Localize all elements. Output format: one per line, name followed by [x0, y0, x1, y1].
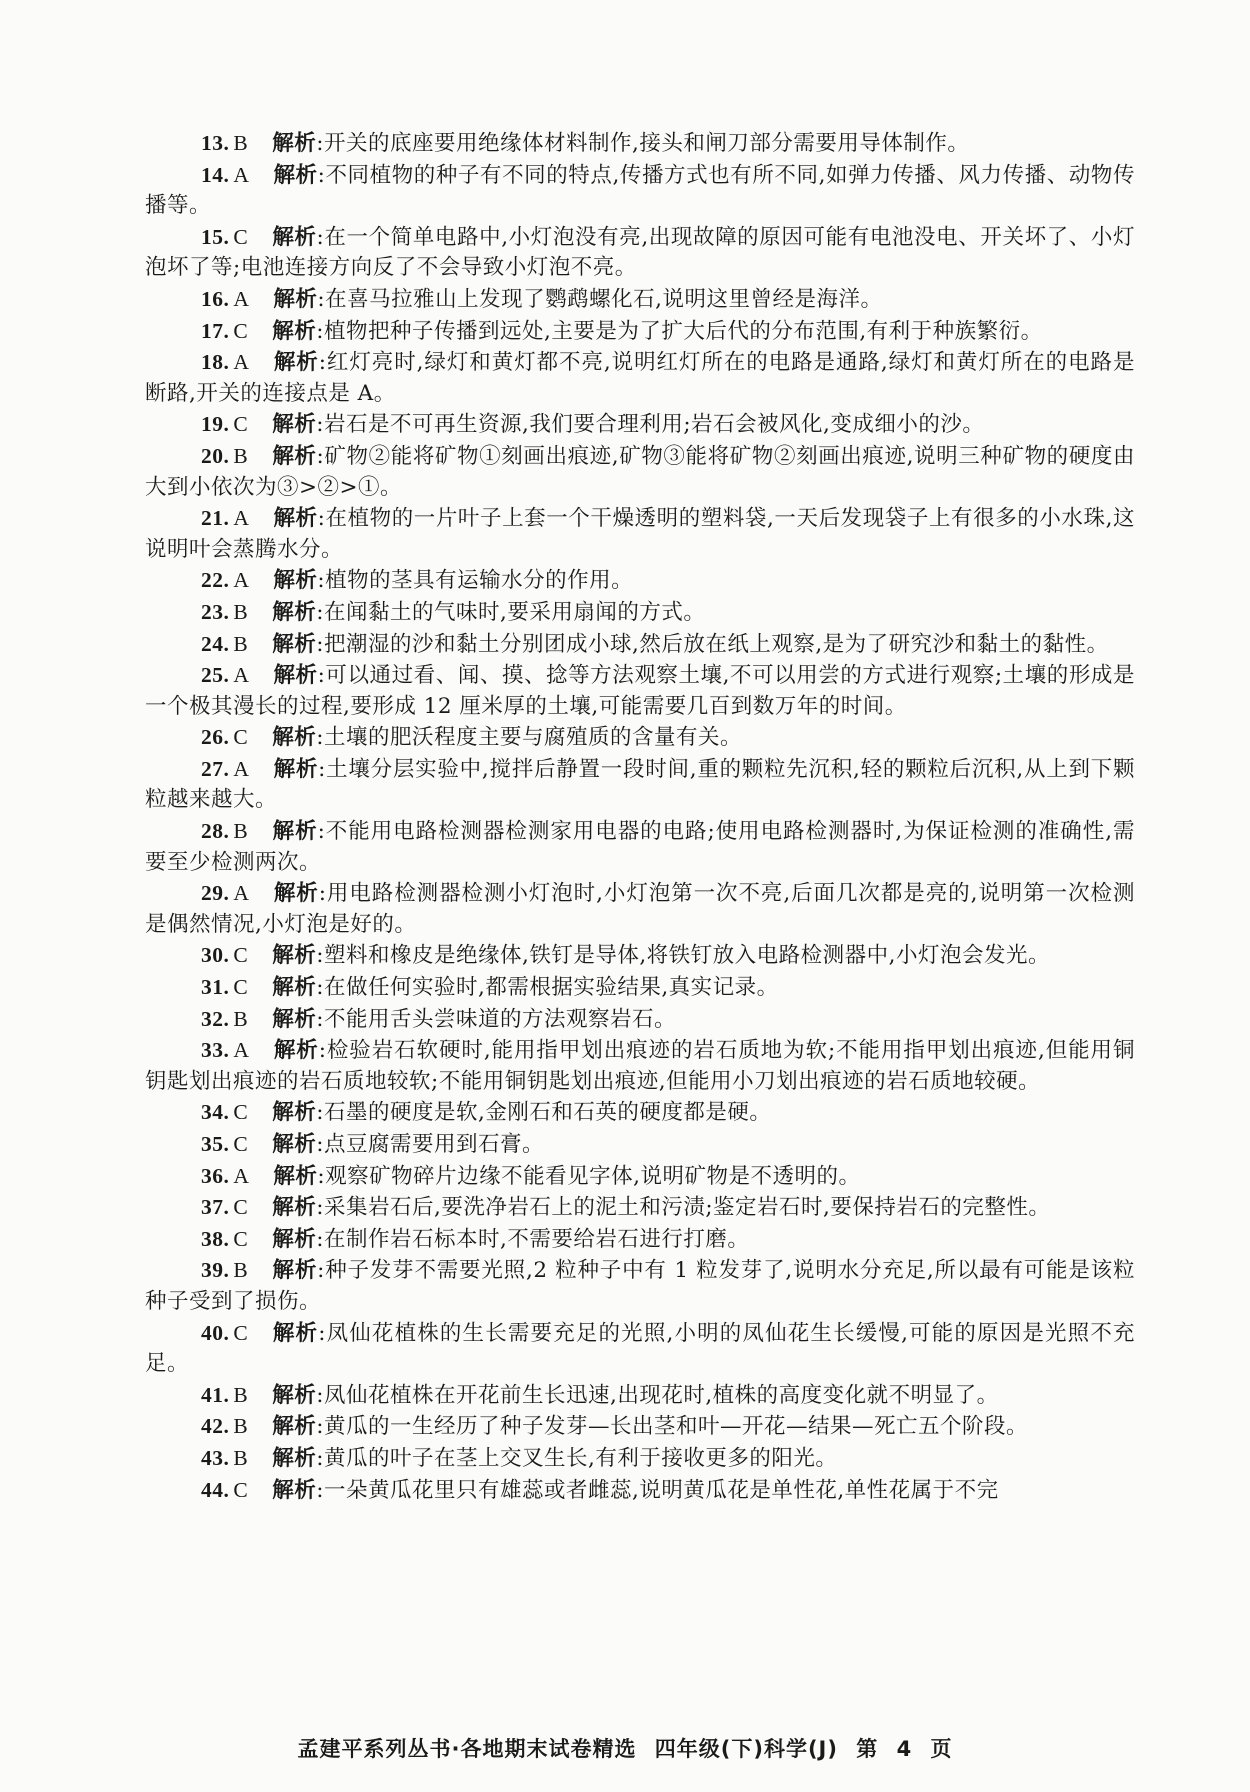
answer-entry — [89, 1129, 1135, 1161]
question-number: 20. — [201, 443, 230, 468]
answer-letter: C — [233, 412, 249, 437]
question-number: 44. — [201, 1477, 230, 1502]
analysis-text: :在闻黏土的气味时,要采用扇闻的方式。 — [316, 599, 706, 625]
question-number: 15. — [201, 224, 230, 249]
answer-letter: B — [233, 1414, 249, 1439]
analysis-label: 解析 — [272, 224, 317, 250]
answer-entry — [89, 878, 1135, 940]
analysis-text: :开关的底座要用绝缘体材料制作,接头和闸刀部分需要用导体制作。 — [316, 131, 970, 156]
question-number: 17. — [201, 318, 230, 343]
analysis-label: 解析 — [272, 1258, 318, 1284]
answer-letter: C — [233, 1477, 249, 1502]
answer-letter: A — [233, 1038, 250, 1063]
analysis-label: 解析 — [272, 975, 317, 1001]
answer-letter: C — [233, 943, 249, 968]
question-number: 30. — [201, 943, 230, 968]
analysis-text: :不能用舌头尝味道的方法观察岩石。 — [316, 1006, 676, 1032]
answer-entry — [89, 222, 1135, 284]
analysis-label: 解析 — [272, 819, 318, 845]
analysis-label: 解析 — [272, 1320, 319, 1346]
answer-entry — [89, 629, 1135, 661]
answer-entry — [89, 722, 1135, 754]
answer-entry — [89, 972, 1135, 1004]
question-number: 21. — [201, 506, 230, 531]
question-number: 24. — [201, 631, 230, 656]
answer-letter: C — [233, 725, 249, 750]
question-number: 14. — [201, 162, 230, 187]
analysis-text: :土壤分层实验中,搅拌后静置一段时间,重的颗粒先沉积,轻的颗粒后沉积,从上到下颗粒越来越大。 — [145, 756, 1135, 813]
answer-letter: A — [233, 881, 250, 906]
answer-entry — [89, 316, 1135, 348]
answer-list — [145, 128, 1135, 1506]
analysis-label: 解析 — [273, 162, 318, 188]
answer-letter: B — [233, 599, 249, 624]
answer-entry — [89, 128, 1135, 160]
analysis-label: 解析 — [272, 631, 317, 657]
answer-letter: B — [233, 131, 249, 155]
question-number: 31. — [201, 975, 230, 1000]
answer-letter: A — [233, 162, 250, 187]
analysis-text: :在制作岩石标本时,不需要给岩石进行打磨。 — [316, 1226, 750, 1252]
analysis-text: :岩石是不可再生资源,我们要合理利用;岩石会被风化,变成细小的沙。 — [316, 412, 985, 438]
answer-entry — [89, 284, 1135, 316]
analysis-label: 解析 — [273, 286, 318, 312]
analysis-text: :在做任何实验时,都需根据实验结果,真实记录。 — [316, 975, 779, 1001]
answer-entry — [89, 1192, 1135, 1224]
answer-letter: A — [233, 756, 250, 781]
answer-letter: C — [233, 1226, 249, 1251]
question-number: 29. — [201, 881, 230, 906]
answer-entry — [89, 660, 1135, 722]
answer-letter: C — [233, 224, 249, 249]
answer-entry — [89, 409, 1135, 441]
answer-letter: A — [233, 568, 250, 593]
analysis-text: :凤仙花植株在开花前生长迅速,出现花时,植株的高度变化就不明显了。 — [316, 1382, 999, 1408]
analysis-text: :采集岩石后,要洗净岩石上的泥土和污渍;鉴定岩石时,要保持岩石的完整性。 — [316, 1195, 1051, 1221]
question-number: 28. — [201, 819, 230, 844]
analysis-text: :在喜马拉雅山上发现了鹦鹉螺化石,说明这里曾经是海洋。 — [317, 286, 883, 312]
analysis-text: :可以通过看、闻、摸、捻等方法观察土壤,不可以用尝的方式进行观察;土壤的形成是一个极其漫长的过程,要形成 12 厘米厚的土壤,可能需要几百到数万年的时间。 — [145, 663, 1135, 719]
analysis-label: 解析 — [273, 881, 319, 907]
answer-entry — [89, 1161, 1135, 1193]
analysis-label: 解析 — [272, 131, 317, 156]
question-number: 16. — [201, 286, 230, 311]
answer-entry — [89, 1255, 1135, 1317]
question-number: 43. — [201, 1445, 230, 1470]
page-footer: 孟建平系列丛书·各地期末试卷精选 四年级(下)科学(J) 第 4 页 — [297, 1737, 953, 1761]
answer-letter: B — [233, 1445, 249, 1470]
question-number: 34. — [201, 1100, 230, 1125]
answer-entry — [89, 597, 1135, 629]
analysis-label: 解析 — [272, 412, 317, 438]
analysis-text: :黄瓜的一生经历了种子发芽—长出茎和叶—开花—结果—死亡五个阶段。 — [316, 1414, 1028, 1440]
question-number: 42. — [201, 1414, 230, 1439]
question-number: 13. — [201, 131, 230, 155]
analysis-text: :塑料和橡皮是绝缘体,铁钉是导体,将铁钉放入电路检测器中,小灯泡会发光。 — [316, 943, 1050, 969]
analysis-label: 解析 — [273, 1163, 318, 1189]
analysis-label: 解析 — [272, 443, 317, 469]
answer-entry — [89, 1380, 1135, 1412]
question-number: 23. — [201, 599, 230, 624]
analysis-text: :检验岩石软硬时,能用指甲划出痕迹的岩石质地为软;不能用指甲划出痕迹,但能用铜钥匙划出痕迹的岩石质地较软;不能用铜钥匙划出痕迹,但能用小刀划出痕迹的岩石质地较硬。 — [145, 1038, 1135, 1094]
answer-letter: B — [233, 1258, 249, 1283]
answer-letter: C — [233, 1100, 249, 1125]
answer-letter: B — [233, 631, 249, 656]
analysis-text: :点豆腐需要用到石膏。 — [316, 1132, 544, 1157]
analysis-label: 解析 — [272, 1006, 317, 1032]
answer-letter: A — [233, 286, 250, 311]
analysis-text: :不能用电路检测器检测家用电器的电路;使用电路检测器时,为保证检测的准确性,需要至少检测两次。 — [145, 819, 1135, 875]
question-number: 33. — [201, 1038, 230, 1063]
answer-entry — [89, 503, 1135, 565]
question-number: 18. — [201, 350, 230, 375]
question-number: 32. — [201, 1006, 230, 1031]
answer-letter: A — [233, 506, 250, 531]
question-number: 25. — [201, 663, 230, 688]
analysis-label: 解析 — [272, 1226, 317, 1252]
analysis-text: :在一个简单电路中,小灯泡没有亮,出现故障的原因可能有电池没电、开关坏了、小灯泡坏了等;电池连接方向反了不会导致小灯泡不亮。 — [145, 224, 1135, 281]
answer-entry — [89, 816, 1135, 878]
analysis-text: :一朵黄瓜花里只有雄蕊或者雌蕊,说明黄瓜花是单性花,单性花属于不完 — [316, 1477, 999, 1503]
analysis-label: 解析 — [272, 1477, 317, 1503]
answer-letter: B — [233, 1006, 249, 1031]
analysis-text: :不同植物的种子有不同的特点,传播方式也有所不同,如弹力传播、风力传播、动物传播等。 — [145, 162, 1135, 219]
analysis-text: :红灯亮时,绿灯和黄灯都不亮,说明红灯所在的电路是通路,绿灯和黄灯所在的电路是断路,开关的连接点是 A。 — [145, 350, 1135, 406]
answer-letter: C — [233, 1132, 249, 1156]
analysis-text: :黄瓜的叶子在茎上交叉生长,有利于接收更多的阳光。 — [316, 1445, 838, 1471]
analysis-label: 解析 — [273, 506, 318, 532]
question-number: 26. — [201, 725, 230, 750]
question-number: 40. — [201, 1320, 230, 1345]
analysis-text: :把潮湿的沙和黏土分别团成小球,然后放在纸上观察,是为了研究沙和黏土的黏性。 — [316, 631, 1109, 657]
answer-entry — [89, 1318, 1135, 1380]
analysis-label: 解析 — [273, 1038, 319, 1064]
question-number: 36. — [201, 1163, 230, 1188]
answer-entry — [89, 347, 1135, 409]
question-number: 38. — [201, 1226, 230, 1251]
answer-entry — [89, 565, 1135, 597]
question-number: 39. — [201, 1258, 230, 1283]
analysis-text: :土壤的肥沃程度主要与腐殖质的含量有关。 — [316, 725, 742, 751]
analysis-label: 解析 — [272, 599, 317, 625]
analysis-text: :种子发芽不需要光照,2 粒种子中有 1 粒发芽了,说明水分充足,所以最有可能是该粒种子受到了损伤。 — [145, 1258, 1135, 1314]
answer-entry — [89, 940, 1135, 972]
question-number: 22. — [201, 568, 230, 593]
analysis-text: :用电路检测器检测小灯泡时,小灯泡第一次不亮,后面几次都是亮的,说明第一次检测是偶然情况,小灯泡是好的。 — [145, 881, 1135, 937]
analysis-text: :植物的茎具有运输水分的作用。 — [317, 568, 634, 594]
analysis-label: 解析 — [273, 663, 318, 689]
answer-letter: A — [233, 1163, 250, 1188]
answer-letter: C — [233, 1320, 249, 1345]
analysis-label: 解析 — [272, 725, 317, 751]
analysis-label: 解析 — [273, 350, 319, 376]
analysis-text: :矿物②能将矿物①刻画出痕迹,矿物③能将矿物②刻画出痕迹,说明三种矿物的硬度由大到小依次为③>②>①。 — [145, 443, 1135, 500]
answer-entry — [89, 1475, 1135, 1507]
analysis-label: 解析 — [272, 318, 317, 344]
analysis-label: 解析 — [273, 756, 319, 782]
answer-letter: A — [233, 663, 250, 688]
analysis-text: :凤仙花植株的生长需要充足的光照,小明的凤仙花生长缓慢,可能的原因是光照不充足。 — [145, 1320, 1135, 1377]
answer-entry — [89, 1224, 1135, 1256]
answer-entry — [89, 1004, 1135, 1036]
answer-entry — [89, 1035, 1135, 1097]
answer-letter: C — [233, 975, 249, 1000]
answer-letter: B — [233, 1382, 249, 1407]
analysis-label: 解析 — [272, 1414, 317, 1440]
answer-entry — [89, 1097, 1135, 1129]
analysis-label: 解析 — [272, 1195, 317, 1221]
analysis-text: :植物把种子传播到远处,主要是为了扩大后代的分布范围,有利于种族繁衍。 — [316, 318, 1043, 344]
analysis-label: 解析 — [272, 1100, 317, 1126]
question-number: 27. — [201, 756, 230, 781]
answer-entry — [89, 160, 1135, 222]
answer-letter: B — [233, 443, 249, 468]
analysis-text: :观察矿物碎片边缘不能看见字体,说明矿物是不透明的。 — [317, 1163, 861, 1189]
question-number: 41. — [201, 1382, 230, 1407]
analysis-label: 解析 — [272, 1132, 317, 1157]
answer-letter: C — [233, 318, 249, 343]
question-number: 19. — [201, 412, 230, 437]
analysis-label: 解析 — [272, 1382, 317, 1408]
analysis-text: :石墨的硬度是软,金刚石和石英的硬度都是硬。 — [316, 1100, 772, 1126]
answer-letter: C — [233, 1195, 249, 1220]
answer-letter: A — [233, 350, 250, 375]
question-number: 35. — [201, 1132, 230, 1156]
answer-entry — [89, 441, 1135, 503]
analysis-label: 解析 — [273, 568, 318, 594]
answer-entry — [89, 1443, 1135, 1475]
answer-entry — [89, 1411, 1135, 1443]
answer-letter: B — [233, 819, 249, 844]
analysis-label: 解析 — [272, 943, 317, 969]
answer-entry — [89, 754, 1135, 816]
analysis-label: 解析 — [272, 1445, 317, 1471]
analysis-text: :在植物的一片叶子上套一个干燥透明的塑料袋,一天后发现袋子上有很多的小水珠,这说明叶会蒸腾水分。 — [145, 506, 1135, 562]
question-number: 37. — [201, 1195, 230, 1220]
